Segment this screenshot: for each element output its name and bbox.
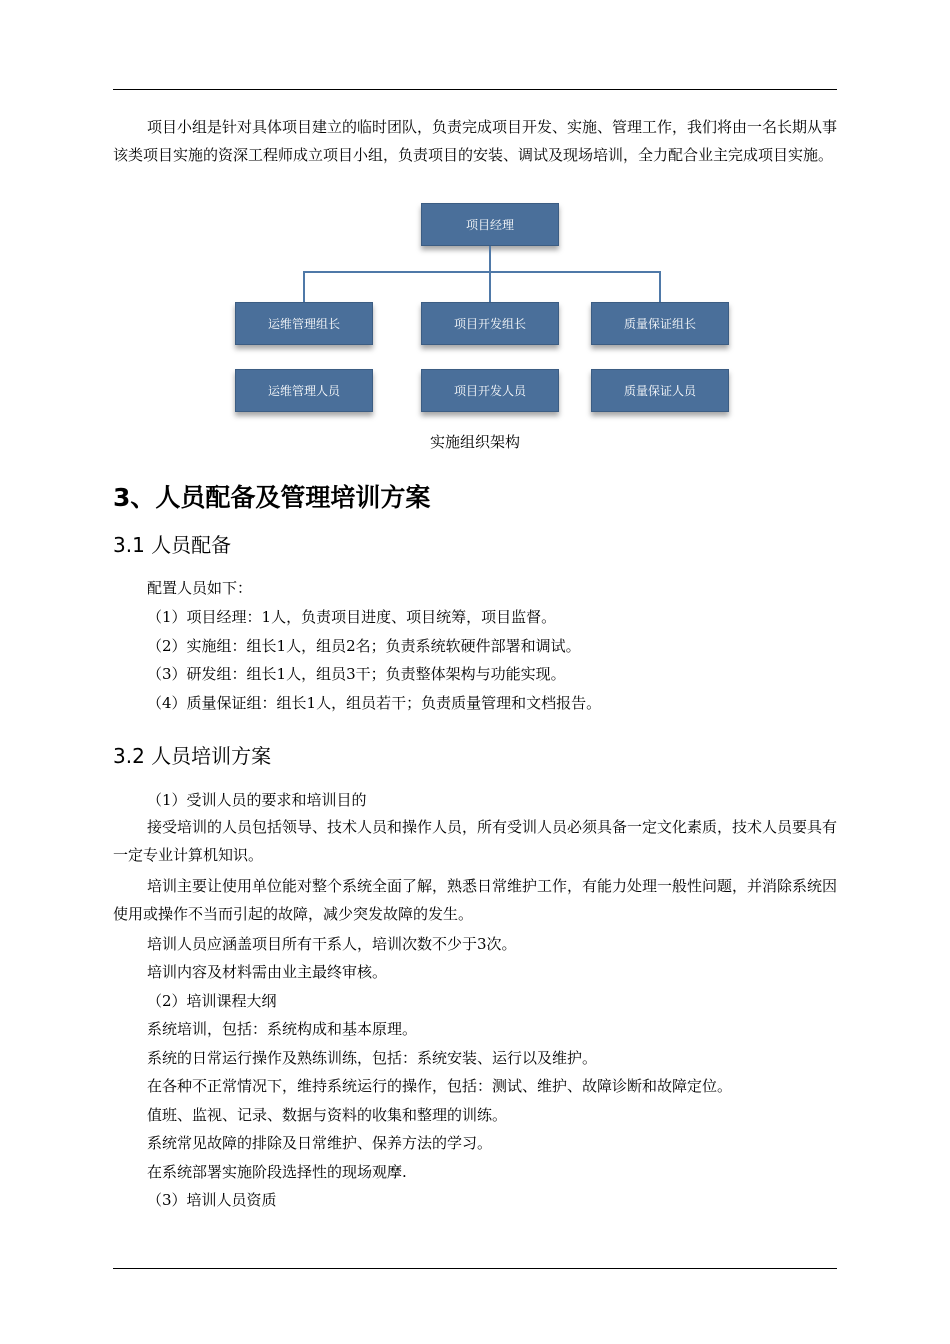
list-item: （1）受训人员的要求和培训目的 [147,791,367,809]
course-line: 在系统部署实施阶段选择性的现场观摩. [147,1163,407,1181]
org-connector [489,246,491,302]
org-node-member: 质量保证人员 [591,369,729,412]
org-node-lead: 运维管理组长 [235,302,373,345]
org-node-member: 运维管理人员 [235,369,373,412]
list-item: （2）培训课程大纲 [147,992,277,1010]
staff-line: （1）项目经理：1人，负责项目进度、项目统筹，项目监督。 [147,608,557,626]
org-connector [659,271,661,302]
course-line: 系统的日常运行操作及熟练训练，包括：系统安装、运行以及维护。 [147,1049,598,1067]
org-node-lead: 质量保证组长 [591,302,729,345]
training-paragraph: 接受培训的人员包括领导、技术人员和操作人员，所有受训人员必须具备一定文化素质，技术人员要具有一定专业计算机知识。 [113,818,838,864]
course-line: 系统常见故障的排除及日常维护、保养方法的学习。 [147,1134,493,1152]
header-rule [113,89,837,90]
org-node-lead: 项目开发组长 [421,302,559,345]
staff-line: 配置人员如下： [147,579,253,597]
training-line: 培训人员应涵盖项目所有干系人，培训次数不少于3次。 [147,935,517,953]
staff-line: （4）质量保证组：组长1人，组员若干；负责质量管理和文档报告。 [147,694,602,712]
intro-paragraph: 项目小组是针对具体项目建立的临时团队，负责完成项目开发、实施、管理工作，我们将由一名长期从事该类项目实施的资深工程师成立项目小组，负责项目的安装、调试及现场培训，全力配合业主完成项目实施。 [113,118,838,164]
course-line: 在各种不正常情况下，维持系统运行的操作，包括：测试、维护、故障诊断和故障定位。 [147,1077,733,1095]
subsection-heading: 3.1 人员配备 [113,533,232,557]
staff-line: （3）研发组：组长1人，组员3干；负责整体架构与功能实现。 [147,665,566,683]
org-node-root: 项目经理 [421,203,559,246]
org-node-member: 项目开发人员 [421,369,559,412]
training-line: 培训内容及材料需由业主最终审核。 [147,963,388,981]
section-heading: 3、人员配备及管理培训方案 [113,483,431,512]
org-connector [304,271,661,273]
figure-caption: 实施组织架构 [429,433,520,451]
course-line: 系统培训，包括：系统构成和基本原理。 [147,1020,418,1038]
staff-line: （2）实施组：组长1人，组员2名；负责系统软硬件部署和调试。 [147,637,581,655]
subsection-heading: 3.2 人员培训方案 [113,744,272,768]
training-paragraph: 培训主要让使用单位能对整个系统全面了解，熟悉日常维护工作，有能力处理一般性问题，并消除系统因使用或操作不当而引起的故障，减少突发故障的发生。 [113,877,838,923]
course-line: 值班、监视、记录、数据与资料的收集和整理的训练。 [147,1106,508,1124]
footer-rule [113,1268,837,1269]
list-item: （3）培训人员资质 [147,1191,277,1209]
org-connector [303,271,305,302]
